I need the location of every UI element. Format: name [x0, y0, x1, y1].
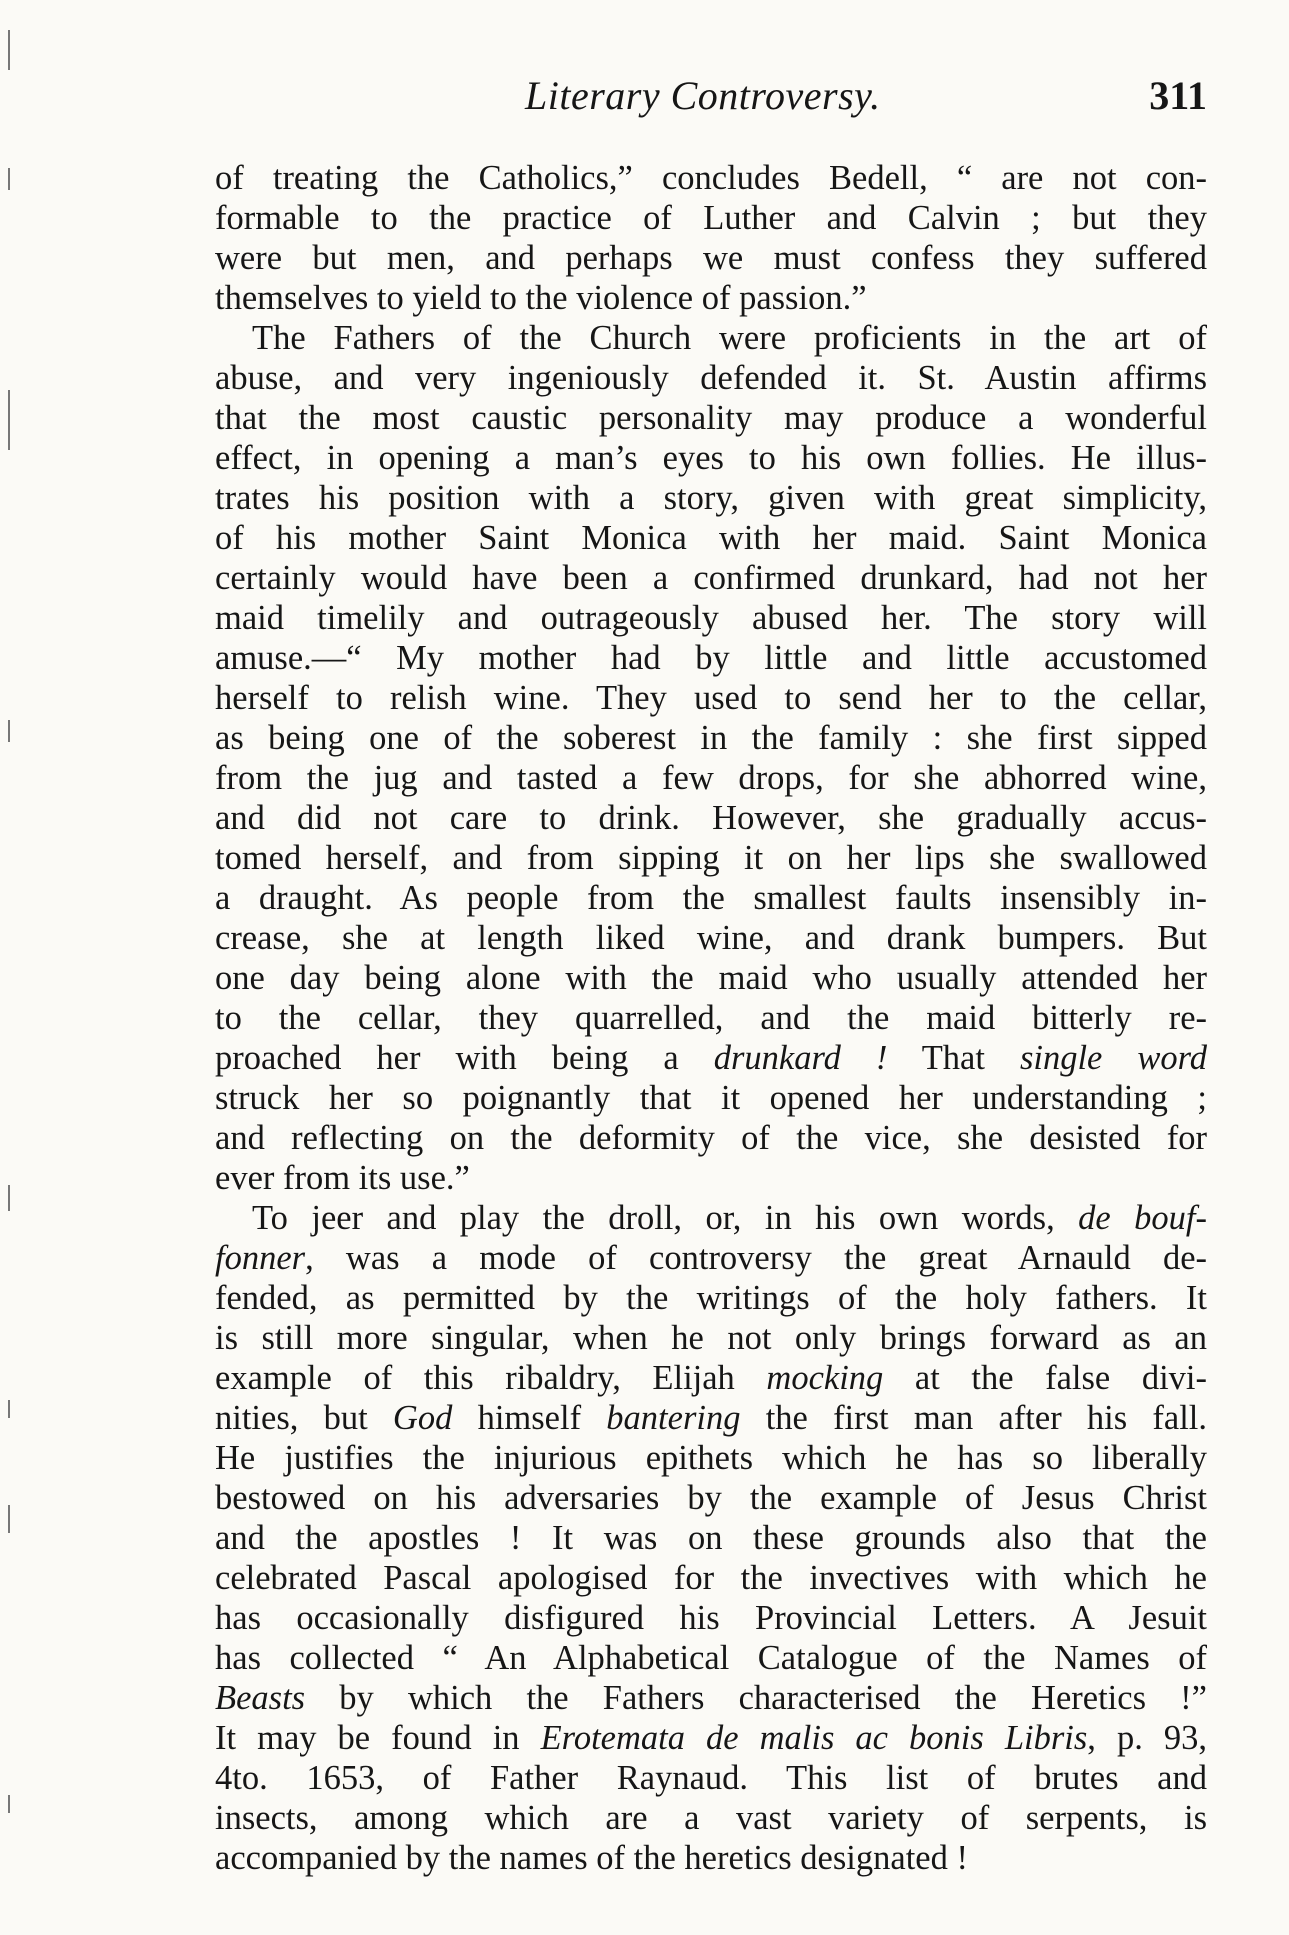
text-line: insects, among which are a vast variety of serpents, is: [215, 1799, 1207, 1837]
text-line: trates his position with a story, given with great simplicity,: [215, 479, 1207, 517]
text-line: nities, but God himself bantering the first man after his fall.: [215, 1399, 1208, 1437]
text-line: certainly would have been a confirmed drunkard, had not her: [215, 559, 1207, 597]
text-line: has collected “ An Alphabetical Catalogue of the Names of: [215, 1639, 1207, 1677]
text-line: celebrated Pascal apologised for the invectives with which he: [215, 1559, 1207, 1597]
text-line: has occasionally disfigured his Provincial Letters. A Jesuit: [215, 1599, 1207, 1637]
text-line: example of this ribaldry, Elijah mocking at the false divi-: [215, 1359, 1207, 1397]
text-line: and did not care to drink. However, she gradually accus-: [215, 799, 1207, 837]
body-text: [215, 158, 1207, 1878]
page-number: 311: [1149, 73, 1207, 118]
text-line: 4to. 1653, of Father Raynaud. This list of brutes and: [215, 1759, 1207, 1797]
text-line: tomed herself, and from sipping it on her lips she swallowed: [215, 839, 1207, 877]
text-line: bestowed on his adversaries by the example of Jesus Christ: [215, 1479, 1207, 1517]
text-line: of his mother Saint Monica with her maid. Saint Monica: [215, 519, 1207, 557]
text-line: themselves to yield to the violence of passion.”: [215, 279, 867, 317]
text-line: effect, in opening a man’s eyes to his own follies. He illus-: [215, 439, 1207, 477]
text-line: one day being alone with the maid who usually attended her: [215, 959, 1207, 997]
text-line: of treating the Catholics,” concludes Bedell, “ are not con-: [215, 159, 1207, 197]
text-line: struck her so poignantly that it opened her understanding ;: [215, 1079, 1207, 1117]
binding-mark: [8, 30, 10, 70]
text-line: Beasts by which the Fathers characterised the Heretics !”: [215, 1679, 1207, 1717]
text-line: as being one of the soberest in the family : she first sipped: [215, 719, 1207, 757]
text-line: to the cellar, they quarrelled, and the maid bitterly re-: [215, 999, 1207, 1037]
binding-mark: [8, 390, 10, 450]
text-line: abuse, and very ingeniously defended it. St. Austin affirms: [215, 359, 1207, 397]
binding-mark: [8, 1185, 10, 1211]
text-line: The Fathers of the Church were proficients in the art of: [252, 319, 1207, 357]
binding-mark: [8, 1505, 10, 1533]
text-line: He justifies the injurious epithets which he has so liberally: [215, 1439, 1207, 1477]
text-line: maid timelily and outrageously abused her. The story will: [215, 599, 1207, 637]
text-line: a draught. As people from the smallest faults insensibly in-: [215, 879, 1207, 917]
text-line: herself to relish wine. They used to send her to the cellar,: [215, 679, 1207, 717]
text-line: accompanied by the names of the heretics designated !: [215, 1839, 968, 1877]
page-header: [215, 72, 1207, 132]
binding-mark: [8, 168, 10, 190]
text-line: that the most caustic personality may produce a wonderful: [215, 399, 1207, 437]
text-line: is still more singular, when he not only brings forward as an: [215, 1319, 1207, 1357]
text-line: from the jug and tasted a few drops, for she abhorred wine,: [215, 759, 1207, 797]
text-line: fended, as permitted by the writings of the holy fathers. It: [215, 1279, 1207, 1317]
text-line: and reflecting on the deformity of the vice, she desisted for: [215, 1119, 1207, 1157]
running-title: Literary Controversy.: [525, 73, 881, 118]
text-line: proached her with being a drunkard ! That single word: [215, 1039, 1207, 1077]
text-line: and the apostles ! It was on these grounds also that the: [215, 1519, 1207, 1557]
text-line: were but men, and perhaps we must confess they suffered: [215, 239, 1207, 277]
text-line: ever from its use.”: [215, 1159, 470, 1197]
text-line: amuse.—“ My mother had by little and little accustomed: [215, 639, 1207, 677]
text-line: fonner, was a mode of controversy the great Arnauld de-: [215, 1239, 1207, 1277]
text-line: crease, she at length liked wine, and drank bumpers. But: [215, 919, 1207, 957]
binding-mark: [8, 720, 10, 742]
text-line: It may be found in Erotemata de malis ac bonis Libris, p. 93,: [215, 1719, 1208, 1757]
text-line: To jeer and play the droll, or, in his own words, de bouf-: [252, 1199, 1207, 1237]
binding-edge-marks: [0, 0, 40, 1935]
binding-mark: [8, 1795, 10, 1813]
binding-mark: [8, 1400, 10, 1418]
text-line: formable to the practice of Luther and Calvin ; but they: [215, 199, 1207, 237]
